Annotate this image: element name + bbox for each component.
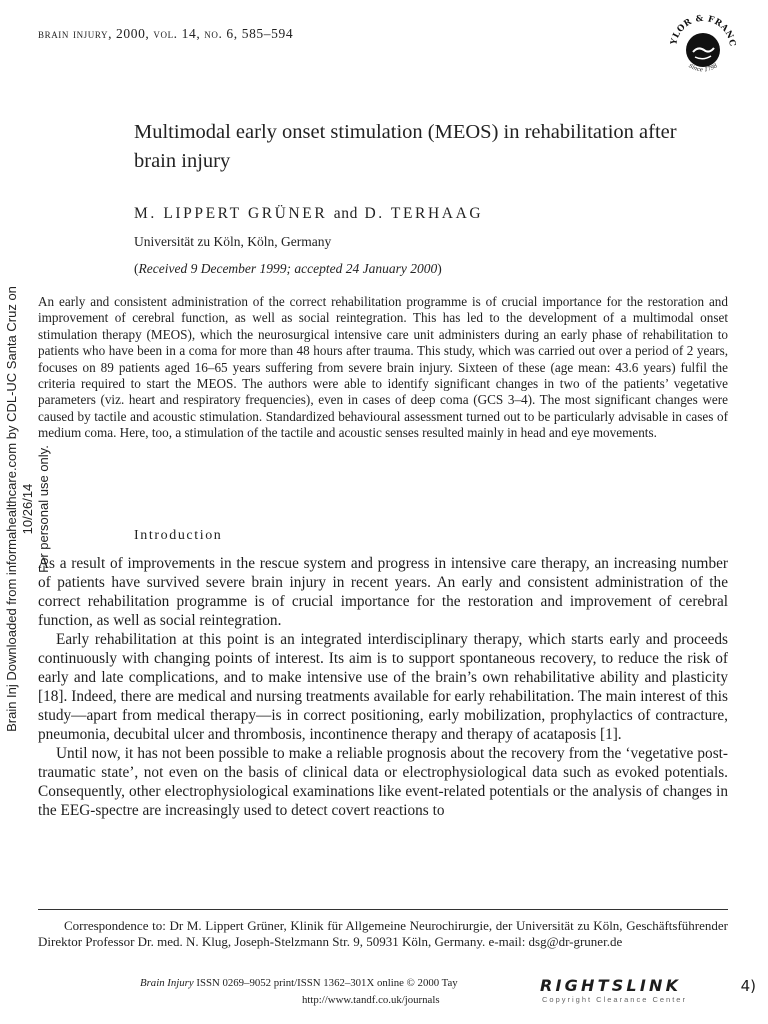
section-heading-introduction: Introduction (134, 528, 223, 543)
author-line (134, 205, 483, 223)
publisher-seal-icon (664, 6, 742, 84)
rightslink-mark: 4) (740, 977, 756, 995)
rightslink-word: RIGHTSLINK (540, 976, 682, 995)
download-notice-line2: For personal use only. (36, 445, 51, 573)
download-notice (4, 274, 51, 744)
journal-issn-line (140, 977, 458, 989)
received-dates (134, 261, 442, 277)
received-close: ) (437, 261, 442, 276)
rightslink-logo-icon[interactable] (532, 972, 760, 1006)
abstract: An early and consistent administration of the correct rehabilitation programme is of crucial importance for the restoration and improvement of cerebral function, as well as social reintegration. This has led to the development of a multimodal onset stimulation therapy (MEOS), which the neurosurgical intensive care unit administers during an early phase of rehabilitation to patients who have been in a coma for more than 48 hours after trauma. This study, which was carried out over a period of 2 years, focuses on 89 patients aged 16–65 years suffering from severe brain injury. Sixteen of these (age mean: 43.6 years) fulfil the criteria required to start the MEOS. The authors were able to identify significant changes in two of the patients’ vegetative parameters (viz. heart and respiratory frequencies), even in cases of deep coma (GCS 3–4). The most significant changes were caused by tactile and acoustic stimulation. Standardized behavioural assessment turned out to be particularly advisable in cases of medium coma. Here, too, a stimulation of the tactile and acoustic senses resulted mainly in head and eye movements. (38, 294, 728, 441)
correspondence-note: Correspondence to: Dr M. Lippert Grüner, Klinik für Allgemeine Neurochirurgie, der Universität zu Köln, Geschäftsführender Direktor Professor Dr. med. N. Klug, Joseph-Stelzmann Str. 9, 50931 Köln, Germany. e-mail: dsg@dr-gruner.de (38, 918, 728, 950)
author-second: D. TERHAAG (364, 205, 484, 222)
seal-since-text: Since 1798 (687, 63, 719, 74)
received-text: Received 9 December 1999; accepted 24 January 2000 (138, 261, 438, 276)
received-open: ( (134, 261, 139, 276)
paragraph-3: Until now, it has not been possible to make a reliable prognosis about the recovery from the ‘vegetative post-traumatic state’, not even on the basis of clinical data or electrophysiological data such as evoked potentials. Consequently, other electrophysiological examinations like event-related potentials or the analysis of changes in the EEG-spectre are increasingly used to detect covert reactions to (38, 745, 728, 819)
journal-name: Brain Injury (140, 977, 194, 989)
rightslink-subtitle: Copyright Clearance Center (542, 995, 687, 1004)
issn-text: ISSN 0269–9052 print/ISSN 1362–301X online © 2000 Tay (196, 977, 458, 989)
introduction-body (38, 554, 728, 820)
author-conjunction: and (333, 205, 358, 222)
journal-url: http://www.tandf.co.uk/journals (302, 994, 440, 1006)
paragraph-2: Early rehabilitation at this point is an integrated interdisciplinary therapy, which starts early and proceeds continuously with changing points of interest. Its aim is to support spontaneous recovery, to reduce the risk of early and late complications, and to make intensive use of the brain’s own rehabilitative ability and plasticity [18]. Indeed, there are medical and nursing treatments available for early rehabilitation. The main interest of this study—apart from medical therapy—is in correct positioning, early mobilization, prophylactics of contracture, pneumonia, decubital ulcer and thrombosis, incontinence therapy and therapy of acataposis [1]. (38, 631, 728, 743)
seal-arc-text: YLOR & FRANC (669, 13, 738, 48)
article-title: Multimodal early onset stimulation (MEOS) in rehabilitation after brain injury (134, 121, 677, 172)
running-head: brain injury, 2000, vol. 14, no. 6, 585–594 (38, 26, 294, 41)
download-notice-line1: Brain Inj Downloaded from informahealthcare.com by CDL-UC Santa Cruz on 10/26/14 (4, 286, 35, 732)
affiliation: Universität zu Köln, Köln, Germany (134, 234, 332, 249)
author-first: M. LIPPERT GRÜNER (134, 205, 328, 222)
paragraph-1: As a result of improvements in the rescue system and progress in intensive care therapy, an increasing number of patients have survived severe brain injury in recent years. An early and consistent administration of the correct rehabilitation programme is of crucial importance for the restoration and improvement of cerebral function, as well as social reintegration. (38, 555, 728, 629)
footnote-divider (38, 909, 728, 910)
